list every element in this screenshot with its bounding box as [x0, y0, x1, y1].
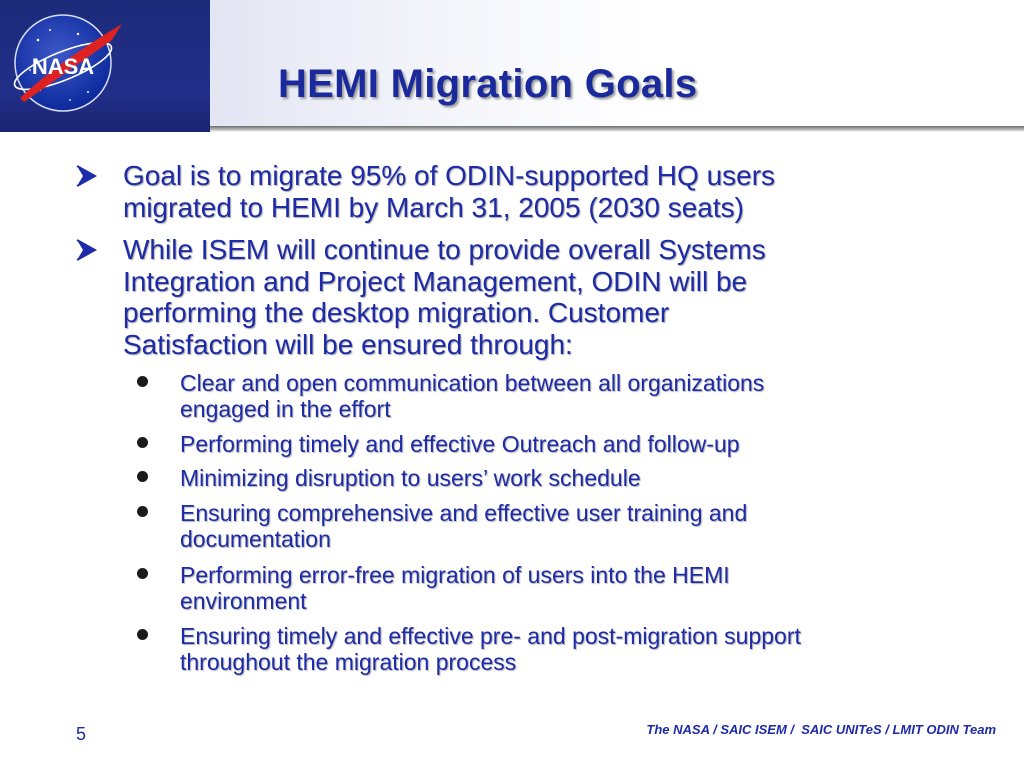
bullet-line: Clear and open communication between all organizations: [180, 370, 765, 396]
header-divider: [210, 126, 1024, 132]
dot-bullet-icon: [137, 376, 148, 387]
sub-bullet-item: [180, 500, 970, 552]
bullet-line: Integration and Project Management, ODIN will be: [123, 265, 748, 297]
bullet-line: Satisfaction will be ensured through:: [123, 328, 573, 360]
bullet-line: Ensuring comprehensive and effective user training and: [180, 500, 748, 526]
nasa-logo-panel: [0, 0, 210, 132]
dot-bullet-icon: [137, 506, 148, 517]
bullet-line: engaged in the effort: [180, 396, 391, 422]
bullet-item: [123, 160, 943, 223]
bullet-line: environment: [180, 588, 307, 614]
bullet-line: Performing timely and effective Outreach and follow-up: [180, 431, 740, 457]
footer-credit: The NASA / SAIC ISEM / SAIC UNITeS / LMIT ODIN Team: [646, 722, 996, 737]
sub-bullet-item: [180, 562, 970, 614]
dot-bullet-icon: [137, 471, 148, 482]
bullet-line: documentation: [180, 526, 331, 552]
bullet-line: throughout the migration process: [180, 649, 517, 675]
arrow-bullet-icon: [75, 164, 97, 188]
bullet-line: Goal is to migrate 95% of ODIN-supported HQ users: [123, 160, 776, 191]
sub-bullet-item: [180, 431, 970, 457]
page-number: 5: [76, 724, 87, 744]
sub-bullet-item: [180, 370, 970, 422]
dot-bullet-icon: [137, 568, 148, 579]
sub-bullet-item: [180, 623, 970, 675]
bullet-line: migrated to HEMI by March 31, 2005 (2030 seats): [123, 191, 744, 223]
dot-bullet-icon: [137, 629, 148, 640]
dot-bullet-icon: [137, 437, 148, 448]
slide-title: HEMI Migration Goals: [278, 62, 698, 106]
bullet-line: Minimizing disruption to users’ work schedule: [180, 465, 641, 491]
nasa-logo-text: NASA: [31, 54, 95, 79]
nasa-logo-icon: [0, 0, 210, 132]
bullet-line: Ensuring timely and effective pre- and post-migration support: [180, 623, 801, 649]
sub-bullet-item: [180, 465, 970, 491]
bullet-line: Performing error-free migration of users into the HEMI: [180, 562, 730, 588]
bullet-line: While ISEM will continue to provide overall Systems: [123, 234, 766, 265]
bullet-line: performing the desktop migration. Customer: [123, 297, 670, 328]
arrow-bullet-icon: [75, 238, 97, 262]
bullet-item: [123, 234, 943, 360]
